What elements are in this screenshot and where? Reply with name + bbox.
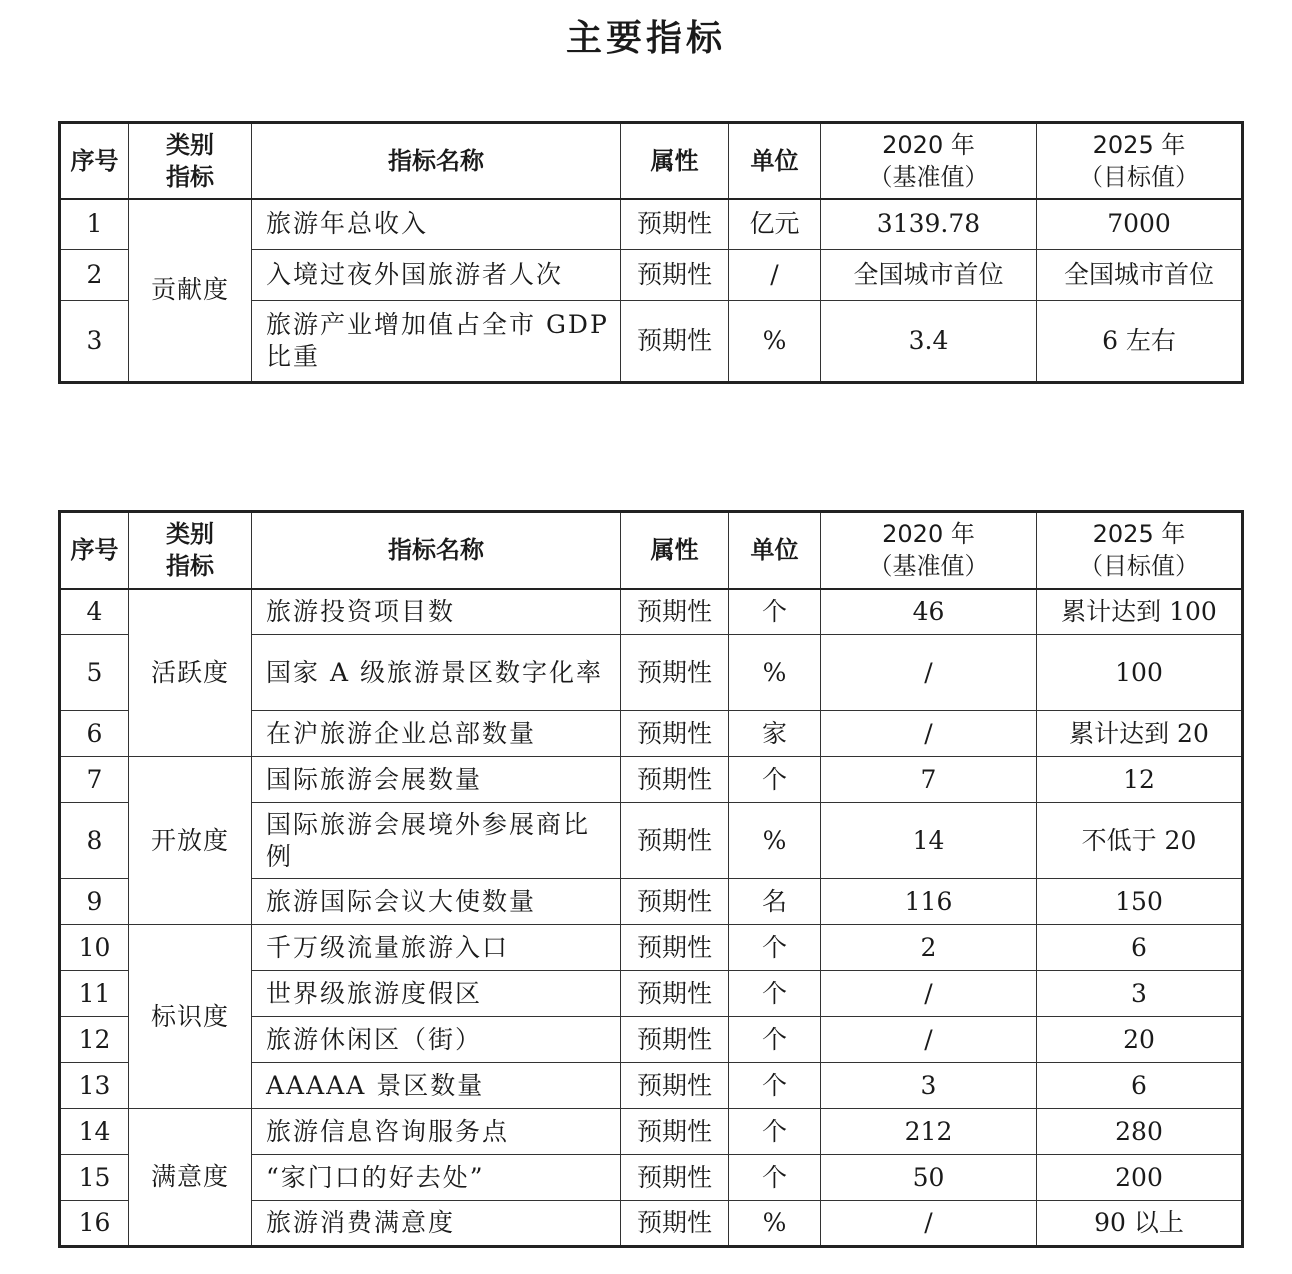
indicator-name-cell: AAAAA 景区数量	[252, 1063, 621, 1109]
indicator-name-cell: “家门口的好去处”	[252, 1155, 621, 1201]
indicator-name-cell: 国家 A 级旅游景区数字化率	[252, 635, 621, 711]
value-2025-cell: 280	[1037, 1109, 1243, 1155]
unit-cell: 亿元	[729, 199, 821, 250]
header-seq: 序号	[60, 123, 129, 199]
header-row	[60, 123, 1243, 199]
header-name: 指标名称	[252, 512, 621, 589]
value-2025-cell: 6	[1037, 925, 1243, 971]
value-2020-cell: /	[821, 1201, 1037, 1247]
value-2025-cell: 全国城市首位	[1037, 250, 1243, 301]
page-title: 主要指标	[565, 18, 726, 59]
value-2020-cell: 14	[821, 803, 1037, 879]
value-2025-cell: 3	[1037, 971, 1243, 1017]
header-2025	[1037, 123, 1243, 199]
header-unit: 单位	[729, 123, 821, 199]
attribute-cell: 预期性	[621, 879, 729, 925]
indicator-name-cell: 国际旅游会展数量	[252, 757, 621, 803]
header-seq: 序号	[60, 512, 129, 589]
value-2025-cell: 150	[1037, 879, 1243, 925]
unit-cell: %	[729, 803, 821, 879]
value-2025-cell: 不低于 20	[1037, 803, 1243, 879]
unit-cell: 个	[729, 1017, 821, 1063]
header-2025-year: 2025 年	[1092, 520, 1186, 549]
unit-cell: 个	[729, 757, 821, 803]
unit-cell: %	[729, 635, 821, 711]
indicator-name-cell: 千万级流量旅游入口	[252, 925, 621, 971]
unit-cell: 名	[729, 879, 821, 925]
header-attribute: 属性	[621, 123, 729, 199]
value-2020-cell: /	[821, 635, 1037, 711]
attribute-cell: 预期性	[621, 757, 729, 803]
header-2020	[821, 512, 1037, 589]
attribute-cell: 预期性	[621, 803, 729, 879]
seq-cell: 3	[60, 301, 129, 383]
value-2020-cell: 3139.78	[821, 199, 1037, 250]
attribute-cell: 预期性	[621, 301, 729, 383]
header-2020-year: 2020 年	[882, 130, 975, 159]
value-2020-cell: 2	[821, 925, 1037, 971]
indicator-name-cell: 入境过夜外国旅游者人次	[252, 250, 621, 301]
attribute-cell: 预期性	[621, 925, 729, 971]
header-attribute: 属性	[621, 512, 729, 589]
category-cell: 贡献度	[129, 199, 252, 383]
attribute-cell: 预期性	[621, 1063, 729, 1109]
seq-cell: 2	[60, 250, 129, 301]
value-2020-cell: 3	[821, 1063, 1037, 1109]
attribute-cell: 预期性	[621, 1155, 729, 1201]
value-2025-cell: 100	[1037, 635, 1243, 711]
seq-cell: 6	[60, 711, 129, 757]
indicator-name-cell: 旅游投资项目数	[252, 589, 621, 635]
table-row	[60, 589, 1243, 635]
table-row	[60, 1109, 1243, 1155]
attribute-cell: 预期性	[621, 1017, 729, 1063]
table-row	[60, 757, 1243, 803]
value-2020-cell: /	[821, 711, 1037, 757]
value-2020-cell: 116	[821, 879, 1037, 925]
header-category: 类别指标	[129, 512, 252, 589]
seq-cell: 13	[60, 1063, 129, 1109]
unit-cell: 家	[729, 711, 821, 757]
indicator-name-cell: 旅游年总收入	[252, 199, 621, 250]
seq-cell: 16	[60, 1201, 129, 1247]
seq-cell: 4	[60, 589, 129, 635]
value-2020-cell: /	[821, 1017, 1037, 1063]
value-2020-cell: 3.4	[821, 301, 1037, 383]
seq-cell: 9	[60, 879, 129, 925]
header-category: 类别指标	[129, 123, 252, 199]
value-2020-cell: 7	[821, 757, 1037, 803]
seq-cell: 7	[60, 757, 129, 803]
indicator-name-cell: 国际旅游会展境外参展商比例	[252, 803, 621, 879]
header-2025-year: 2025 年	[1092, 130, 1186, 159]
table-row	[60, 199, 1243, 250]
unit-cell: 个	[729, 589, 821, 635]
value-2025-cell: 200	[1037, 1155, 1243, 1201]
unit-cell: 个	[729, 1063, 821, 1109]
header-2020	[821, 123, 1037, 199]
value-2025-cell: 6 左右	[1037, 301, 1243, 383]
header-2025-note: （目标值）	[1079, 552, 1199, 581]
category-cell: 开放度	[129, 757, 252, 925]
value-2025-cell: 20	[1037, 1017, 1243, 1063]
header-unit: 单位	[729, 512, 821, 589]
header-2020-year: 2020 年	[882, 520, 975, 549]
header-row	[60, 512, 1243, 589]
attribute-cell: 预期性	[621, 1109, 729, 1155]
value-2025-cell: 7000	[1037, 199, 1243, 250]
value-2025-cell: 12	[1037, 757, 1243, 803]
value-2020-cell: 212	[821, 1109, 1037, 1155]
unit-cell: 个	[729, 925, 821, 971]
attribute-cell: 预期性	[621, 199, 729, 250]
seq-cell: 15	[60, 1155, 129, 1201]
attribute-cell: 预期性	[621, 589, 729, 635]
indicator-name-cell: 旅游信息咨询服务点	[252, 1109, 621, 1155]
seq-cell: 5	[60, 635, 129, 711]
unit-cell: /	[729, 250, 821, 301]
attribute-cell: 预期性	[621, 635, 729, 711]
header-2020-note: （基准值）	[868, 552, 989, 581]
value-2020-cell: /	[821, 971, 1037, 1017]
indicator-name-cell: 在沪旅游企业总部数量	[252, 711, 621, 757]
indicator-table-1	[58, 121, 1244, 384]
value-2025-cell: 6	[1037, 1063, 1243, 1109]
value-2025-cell: 90 以上	[1037, 1201, 1243, 1247]
value-2020-cell: 46	[821, 589, 1037, 635]
unit-cell: %	[729, 1201, 821, 1247]
header-name: 指标名称	[252, 123, 621, 199]
header-2020-note: （基准值）	[868, 162, 989, 191]
category-cell: 满意度	[129, 1109, 252, 1247]
seq-cell: 11	[60, 971, 129, 1017]
attribute-cell: 预期性	[621, 971, 729, 1017]
category-cell: 标识度	[129, 925, 252, 1109]
unit-cell: 个	[729, 1155, 821, 1201]
unit-cell: %	[729, 301, 821, 383]
indicator-table-2	[58, 510, 1244, 1248]
header-2025	[1037, 512, 1243, 589]
unit-cell: 个	[729, 971, 821, 1017]
indicator-name-cell: 旅游国际会议大使数量	[252, 879, 621, 925]
value-2020-cell: 全国城市首位	[821, 250, 1037, 301]
indicator-name-cell: 旅游消费满意度	[252, 1201, 621, 1247]
table-row	[60, 925, 1243, 971]
indicator-name-cell: 旅游产业增加值占全市 GDP 比重	[252, 301, 621, 383]
value-2020-cell: 50	[821, 1155, 1037, 1201]
header-2025-note: （目标值）	[1079, 162, 1199, 191]
seq-cell: 14	[60, 1109, 129, 1155]
value-2025-cell: 累计达到 100	[1037, 589, 1243, 635]
indicator-name-cell: 旅游休闲区（街）	[252, 1017, 621, 1063]
attribute-cell: 预期性	[621, 250, 729, 301]
value-2025-cell: 累计达到 20	[1037, 711, 1243, 757]
category-cell: 活跃度	[129, 589, 252, 757]
attribute-cell: 预期性	[621, 1201, 729, 1247]
attribute-cell: 预期性	[621, 711, 729, 757]
indicator-name-cell: 世界级旅游度假区	[252, 971, 621, 1017]
seq-cell: 8	[60, 803, 129, 879]
seq-cell: 10	[60, 925, 129, 971]
unit-cell: 个	[729, 1109, 821, 1155]
seq-cell: 1	[60, 199, 129, 250]
seq-cell: 12	[60, 1017, 129, 1063]
